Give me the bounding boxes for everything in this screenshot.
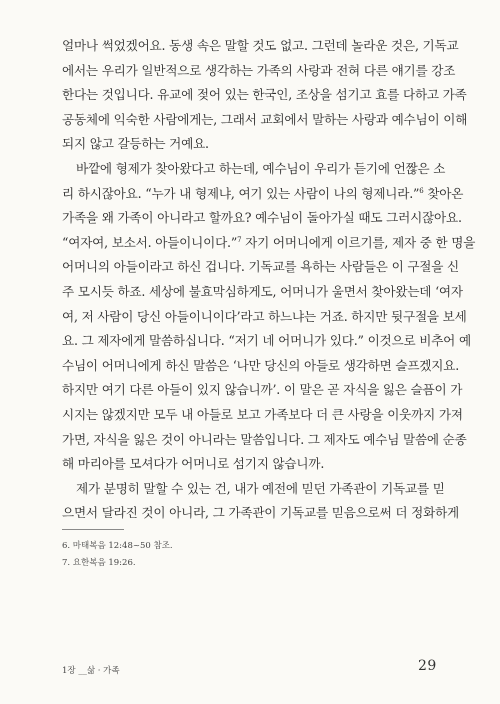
text-line: 한다는 것입니다. 유교에 젖어 있는 한국인, 조상을 섬기고 효를 다하고 가족 [62,87,467,103]
footnote-item: 7. 요한복음 19:26. [62,557,136,568]
text-line: 에서는 우리가 일반적으로 생각하는 가족의 사랑과 전혀 다른 얘기를 강조 [62,62,456,78]
text-line: 어머니의 아들이라고 하신 겁니다. 기독교를 욕하는 사람들은 이 구절을 신 [62,259,459,275]
text-line: 가족을 왜 가족이 아니라고 할까요? 예수님이 돌아가실 때도 그러시잖아요. [62,210,462,226]
text-line: 제가 분명히 말할 수 있는 건, 내가 예전에 믿던 가족관이 기독교를 믿 [76,480,445,496]
text-line: 여, 저 사람이 당신 아들이니이다’라고 하느냐는 거죠. 하지만 뒷구절을 보세 [62,308,467,324]
text-line: 하지만 여기 다른 아들이 있지 않습니까’. 이 말은 곧 자식을 잃은 슬픔이 가 [62,382,463,398]
text-line: 해 마리아를 모셔다가 어머니로 섬기지 않습니까. [62,456,325,472]
text-line: 시지는 않겠지만 모두 내 아들로 보고 가족보다 더 큰 사랑을 이웃까지 가져 [62,406,463,422]
text-line: 으면서 달라진 것이 아니라, 그 가족관이 기독교를 믿음으로써 더 정화하게 [62,505,459,521]
text-segment: “여자여, 보소서. 아들이니이다.” [62,234,238,250]
text-segment: 찾아온 [423,185,464,201]
page-number: 29 [418,658,437,674]
text-line: 주 모시듯 하죠. 세상에 불효막심하게도, 어머니가 울면서 찾아왔는데 ‘여자 [62,283,463,299]
text-line: 수님이 어머니에게 하신 말씀은 ‘나만 당신의 아들로 생각하면 슬프겠지요. [62,357,459,373]
footnote-ref: 6 [419,186,424,195]
body-text [62,34,476,526]
text-line [62,231,476,256]
text-line: 바깥에 형제가 찾아왔다고 하는데, 예수님이 우리가 듣기에 언짢은 소 [76,160,446,176]
running-footer: 1장 __삶 · 가족 [62,666,120,676]
text-line: 요. 그 제자에게 말씀하십니다. “저기 네 어머니가 있다.” 이것으로 비추어 예 [62,333,471,349]
footnote-ref: 7 [237,235,242,244]
text-line: 가면, 자식을 잃은 것이 아니라는 말씀입니다. 그 제자도 예수님 말씀에 순종 [62,431,467,447]
footnote-divider [62,529,124,530]
text-segment: 자기 어머니에게 이르기를, 제자 중 한 명을 [241,234,476,250]
text-line: 되지 않고 갈등하는 거예요. [62,136,209,152]
text-line: 얼마나 썩었겠어요. 동생 속은 말할 것도 없고. 그런데 놀라운 것은, 기독교 [62,38,459,53]
footnote-item: 6. 마태복음 12:48~50 참조. [62,541,173,551]
footnotes [62,538,442,571]
text-line [62,182,464,207]
text-line: 공동체에 익숙한 사람에게는, 그래서 교회에서 말하는 사랑과 예수님이 이해 [62,111,468,127]
text-segment: 리 하시잖아요. “누가 내 형제냐, 여기 있는 사람이 나의 형제니라.” [62,185,420,201]
